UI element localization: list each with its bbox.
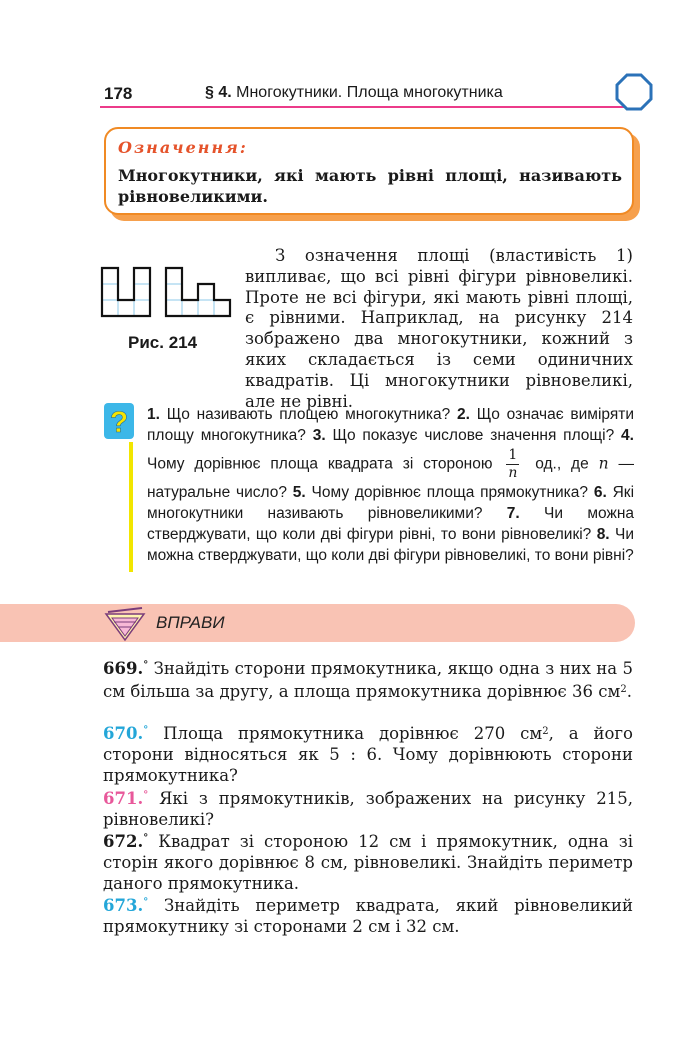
exercise-text: Квадрат зі стороною 12 см і прямокутник, одна зі сторін якого дорівнює 8 см, рівновеликі. Знайдіть периметр даного прямокутника. (103, 832, 634, 893)
fraction-numerator: 1 (508, 446, 518, 463)
q1-num: 1. (147, 406, 160, 423)
q8-text: Чи можна стверджувати, що коли дві фігури рівновеликі, то вони рівні? (147, 526, 634, 565)
svg-text:?: ? (109, 406, 129, 439)
question-mark-icon (103, 402, 135, 440)
exercise-672 (103, 829, 633, 894)
exercise-670: 670.° Площа прямокутника дорівнює 270 $см^2$, а його сторони відносяться як 5 : 6. Чому дорівнюють сторони прямокутника? (103, 724, 633, 785)
q6-num: 6. (593, 483, 607, 501)
q2-text: Що означає виміряти площу многокутника? (147, 406, 634, 445)
q5-text: Чому дорівнює площа прямокутника? (311, 483, 589, 501)
exercise-text: Які з прямокутників, зображених на рисунку 215, рівновеликі? (103, 789, 634, 829)
octagon-icon (614, 72, 654, 112)
header-rule (100, 106, 628, 108)
exercise-number: 669.° (103, 659, 149, 678)
review-questions (147, 404, 634, 567)
q4-text-a: Чому дорівнює площа квадрата зі стороною (147, 455, 493, 473)
exercise-673 (103, 893, 633, 938)
q7-num: 7. (506, 504, 520, 522)
exercise-number: 673.° (103, 896, 149, 915)
exercises-header-band (0, 604, 635, 642)
exercise-669: 669.° Знайдіть сторони прямокутника, якщо одна з них на 5 см більша за другу, а площа прямокутника дорівнює 36 $см^2$. (103, 659, 634, 701)
q8-num: 8. (596, 526, 610, 544)
q6-text: Які многокутники називають рівновеликими? (147, 483, 635, 522)
q2-num: 2. (457, 406, 470, 423)
q4-text-c: — натуральне число? (147, 455, 635, 501)
intro-paragraph: З означення площі (властивість 1) випливає, що всі рівні фігури рівновеликі. Проте не всі фігури, які мають рівні площі, є рівними. Наприклад, на рисунку 214 зображено два многокутники, кожний з яких складається із семи одиничних квадратів. Ці многокутники рівновеликі, але не рівні. (245, 246, 633, 411)
q5-num: 5. (292, 483, 306, 501)
fraction-denominator: n (508, 464, 518, 481)
exercise-number: 671.° (103, 789, 149, 808)
left-polygon (102, 268, 150, 316)
q1-text: Що називають площею многокутника? (166, 406, 451, 423)
q7-text: Чи можна стверджувати, що коли дві фігури рівні, то вони рівновеликі? (147, 504, 634, 544)
section-title: Многокутники. Площа многокутника (236, 84, 503, 101)
exercise-number: 670.° (103, 724, 149, 743)
figure-caption: Рис. 214 (128, 333, 198, 352)
exercise-text: Площа прямокутника дорівнює 270 см (163, 724, 543, 743)
q3-num: 3. (312, 427, 326, 445)
exercise-text: Знайдіть сторони прямокутника, якщо одна з них на 5 см більша за другу, а площа прямокутника дорівнює 36 см (103, 659, 634, 701)
q3-text: Що показує числове значення площі? (332, 427, 615, 445)
definition-title: Означення: (118, 138, 248, 157)
definition-text: Многокутники, які мають рівні площі, називають рівновеликими. (118, 166, 622, 206)
q4-num: 4. (621, 427, 634, 445)
pencil-triangle-icon (104, 606, 146, 642)
fraction-1-over-n (506, 447, 519, 482)
exercise-text: Знайдіть периметр квадрата, який рівновеликий прямокутнику зі сторонами 2 см і 32 см. (103, 896, 633, 936)
exercise-number: 672.° (103, 832, 149, 851)
figure-214-polygons (100, 266, 232, 318)
definition-box (104, 127, 634, 215)
page-number: 178 (104, 84, 133, 103)
q4-variable: n (598, 454, 609, 473)
exercises-title: ВПРАВИ (156, 613, 225, 632)
exercise-671 (103, 786, 633, 831)
question-side-bar (129, 442, 133, 572)
running-head (205, 84, 503, 102)
section-mark: § 4. (205, 84, 232, 101)
q4-text-b: од., де (535, 455, 589, 473)
